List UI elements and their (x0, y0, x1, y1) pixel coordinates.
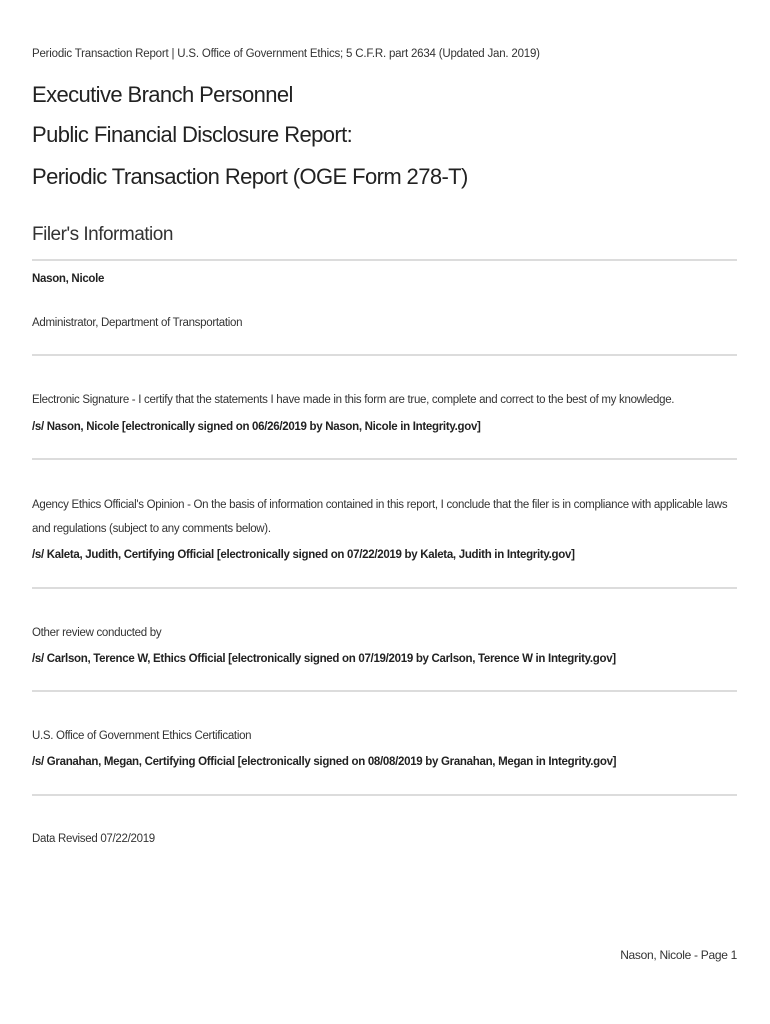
filer-position: Administrator, Department of Transportation (32, 317, 243, 329)
page-header: Periodic Transaction Report | U.S. Office of Government Ethics; 5 C.F.R. part 2634 (Updated Jan. 2019) (32, 48, 540, 60)
divider (32, 794, 737, 796)
divider (32, 354, 737, 356)
filer-signature: /s/ Nason, Nicole [electronically signed on 06/26/2019 by Nason, Nicole in Integrity.gov] (32, 421, 481, 433)
other-review-label: Other review conducted by (32, 627, 162, 639)
filer-name: Nason, Nicole (32, 273, 105, 285)
divider (32, 690, 737, 692)
divider (32, 458, 737, 460)
title-line-3: Periodic Transaction Report (OGE Form 278-T) (32, 164, 468, 189)
divider (32, 259, 737, 261)
ethics-official-signature: /s/ Carlson, Terence W, Ethics Official [electronically signed on 07/19/2019 by Carlson, Terence W in Integrity.gov] (32, 653, 616, 665)
title-line-2: Public Financial Disclosure Report: (32, 122, 353, 147)
divider (32, 587, 737, 589)
agency-ethics-opinion: Agency Ethics Official's Opinion - On the basis of information contained in this report, I conclude that the filer is in compliance with applicable laws and regulations (subject to any comments below). (32, 499, 728, 535)
electronic-signature-statement: Electronic Signature - I certify that the statements I have made in this form are true, complete and correct to the best of my knowledge. (32, 394, 675, 406)
filer-information-heading: Filer's Information (32, 224, 173, 245)
title-line-1: Executive Branch Personnel (32, 82, 293, 107)
oge-certification-signature: /s/ Granahan, Megan, Certifying Official [electronically signed on 08/08/2019 by Granahan, Megan in Integrity.gov] (32, 756, 617, 768)
page-footer: Nason, Nicole - Page 1 (620, 948, 737, 962)
certifying-official-signature: /s/ Kaleta, Judith, Certifying Official [electronically signed on 07/22/2019 by Kaleta, Judith in Integrity.gov] (32, 549, 575, 561)
oge-certification-label: U.S. Office of Government Ethics Certification (32, 730, 252, 742)
data-revised: Data Revised 07/22/2019 (32, 833, 155, 845)
